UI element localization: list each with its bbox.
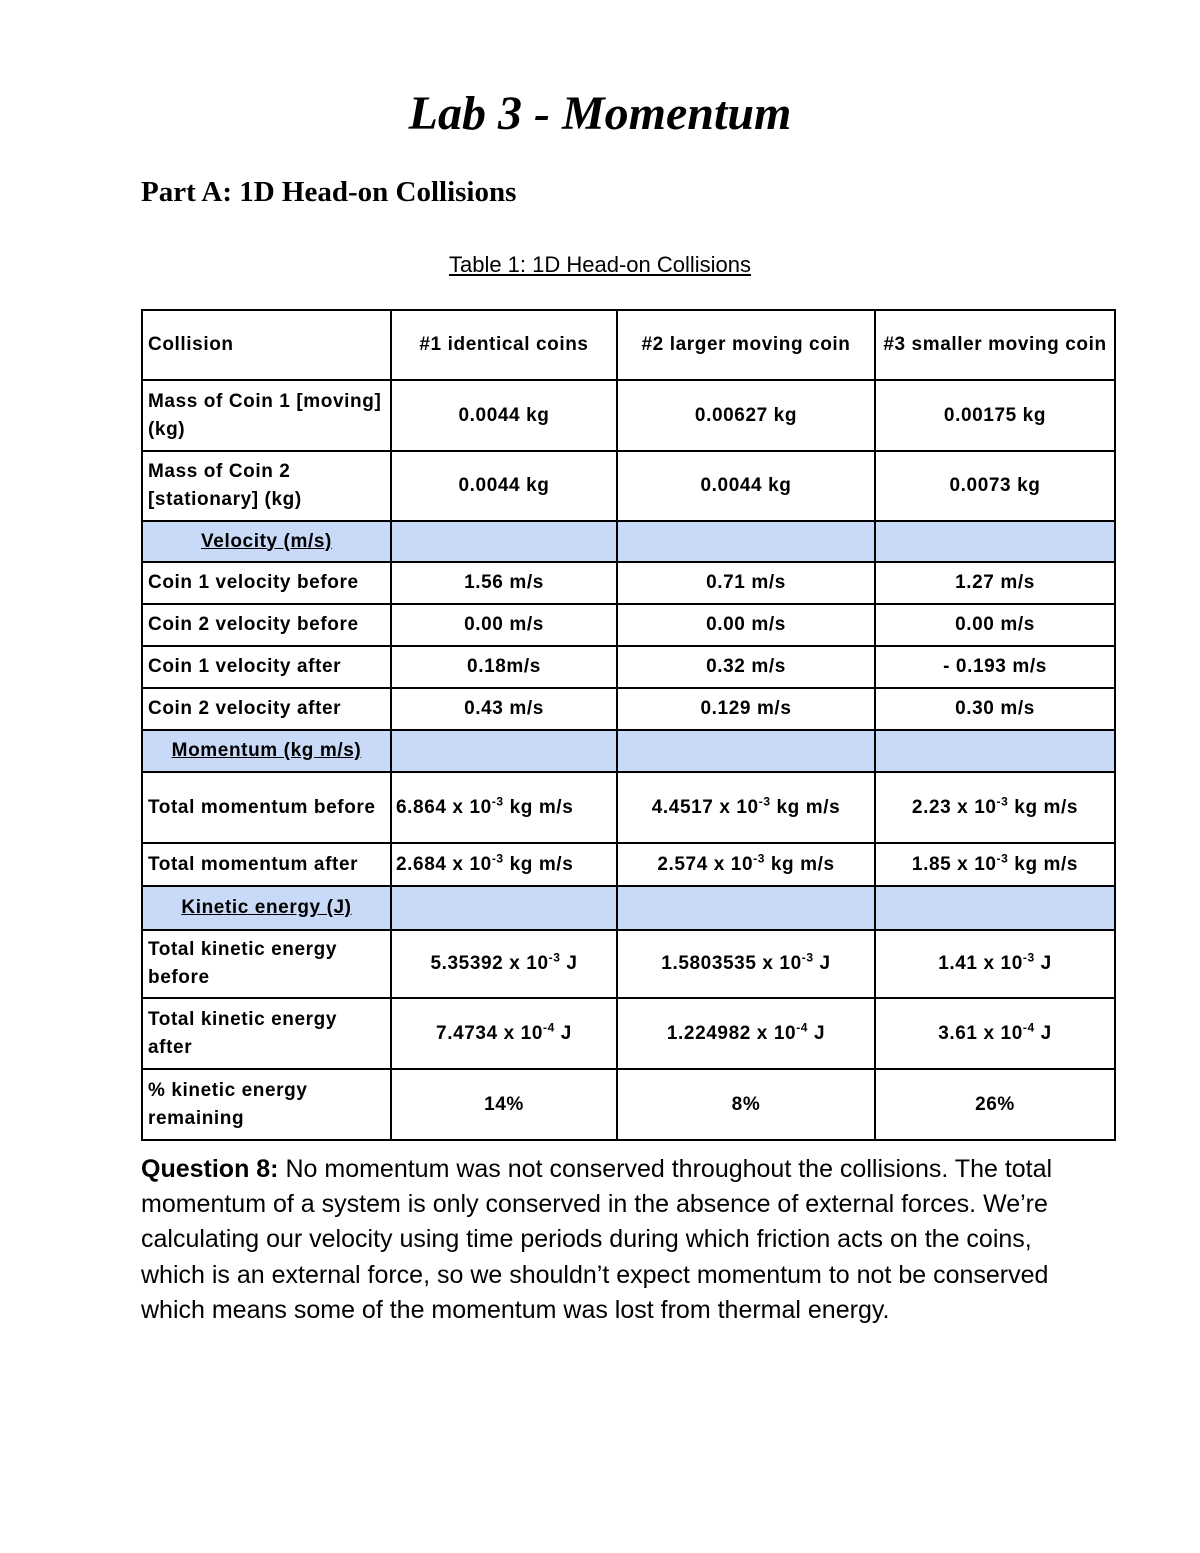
value-unit: kg m/s bbox=[503, 796, 574, 818]
value-mantissa: 1.5803535 x 10 bbox=[661, 953, 802, 974]
section-label: Velocity (m/s) bbox=[142, 521, 391, 562]
value-exponent: -3 bbox=[996, 794, 1009, 809]
empty-cell bbox=[875, 886, 1115, 930]
row-label: Coin 2 velocity before bbox=[142, 604, 391, 646]
value-exponent: -3 bbox=[996, 851, 1009, 866]
table-cell: 8% bbox=[617, 1069, 875, 1140]
value-mantissa: 2.684 x 10 bbox=[396, 853, 492, 875]
value-unit: J bbox=[1034, 1022, 1052, 1044]
table-cell bbox=[617, 930, 875, 998]
table-cell: - 0.193 m/s bbox=[875, 646, 1115, 688]
value-exponent: -3 bbox=[758, 794, 771, 809]
table-cell: 26% bbox=[875, 1069, 1115, 1140]
value-exponent: -3 bbox=[801, 950, 814, 965]
empty-cell bbox=[391, 730, 617, 772]
table-cell bbox=[391, 843, 617, 886]
table-row bbox=[142, 646, 1115, 688]
value-exponent: -3 bbox=[548, 950, 561, 965]
table-cell: 0.0044 kg bbox=[391, 380, 617, 451]
value-unit: J bbox=[813, 953, 831, 974]
section-label: Momentum (kg m/s) bbox=[142, 730, 391, 772]
table-cell: 14% bbox=[391, 1069, 617, 1140]
empty-cell bbox=[617, 886, 875, 930]
table-cell: 0.00 m/s bbox=[391, 604, 617, 646]
empty-cell bbox=[617, 730, 875, 772]
value-exponent: -4 bbox=[796, 1020, 809, 1035]
value-mantissa: 3.61 x 10 bbox=[938, 1022, 1023, 1044]
question-text: No momentum was not conserved throughout the collisions. The total momentum of a system is only conserved in the absence of external forces. We’re calculating our velocity using time periods during which friction acts on the coins, which is an external force, so we shouldn’t expect momentum to not be conserved which means some of the momentum was lost from thermal energy. bbox=[141, 1155, 1053, 1324]
table-cell: 0.30 m/s bbox=[875, 688, 1115, 730]
table-row bbox=[142, 688, 1115, 730]
table-row bbox=[142, 604, 1115, 646]
value-unit: J bbox=[1034, 953, 1052, 974]
value-mantissa: 2.23 x 10 bbox=[911, 796, 997, 818]
table-cell bbox=[391, 930, 617, 998]
value-exponent: -3 bbox=[1022, 950, 1035, 965]
collisions-table bbox=[141, 309, 1116, 1141]
table-cell: 0.0044 kg bbox=[391, 451, 617, 521]
row-label: Total momentum after bbox=[142, 843, 391, 886]
table-cell bbox=[875, 998, 1115, 1069]
row-label: Coin 1 velocity before bbox=[142, 562, 391, 604]
table-cell: 0.71 m/s bbox=[617, 562, 875, 604]
row-label: Mass of Coin 2 [stationary] (kg) bbox=[142, 451, 391, 521]
section-row-velocity bbox=[142, 521, 1115, 562]
section-row-kinetic-energy bbox=[142, 886, 1115, 930]
table-cell: 0.00 m/s bbox=[617, 604, 875, 646]
table-row bbox=[142, 772, 1115, 843]
table-cell bbox=[391, 998, 617, 1069]
question-paragraph bbox=[141, 1152, 1071, 1328]
value-unit: kg m/s bbox=[765, 853, 835, 875]
table-cell: 0.00627 kg bbox=[617, 380, 875, 451]
value-unit: kg m/s bbox=[1008, 853, 1079, 875]
value-mantissa: 4.4517 x 10 bbox=[651, 796, 759, 818]
page-title: Lab 3 - Momentum bbox=[408, 87, 792, 140]
value-mantissa: 5.35392 x 10 bbox=[430, 953, 549, 974]
table-cell: 1.27 m/s bbox=[875, 562, 1115, 604]
empty-cell bbox=[391, 521, 617, 562]
table-row bbox=[142, 1069, 1115, 1140]
table-row bbox=[142, 451, 1115, 521]
table-cell bbox=[875, 843, 1115, 886]
table-cell bbox=[875, 930, 1115, 998]
empty-cell bbox=[875, 730, 1115, 772]
value-mantissa: 1.85 x 10 bbox=[911, 853, 997, 875]
row-label: Coin 1 velocity after bbox=[142, 646, 391, 688]
value-mantissa: 1.41 x 10 bbox=[938, 953, 1023, 974]
question-label: Question 8: bbox=[141, 1155, 279, 1183]
row-label: Total kinetic energy after bbox=[142, 998, 391, 1069]
table-cell bbox=[875, 772, 1115, 843]
table-row bbox=[142, 998, 1115, 1069]
value-mantissa: 1.224982 x 10 bbox=[666, 1022, 797, 1044]
value-unit: kg m/s bbox=[503, 853, 574, 875]
row-label: Total kinetic energy before bbox=[142, 930, 391, 998]
value-mantissa: 2.574 x 10 bbox=[657, 853, 754, 875]
header-cell: Collision bbox=[142, 310, 391, 380]
value-exponent: -4 bbox=[543, 1020, 555, 1035]
table-cell bbox=[617, 843, 875, 886]
empty-cell bbox=[875, 521, 1115, 562]
header-cell: #1 identical coins bbox=[391, 310, 617, 380]
value-unit: kg m/s bbox=[770, 796, 841, 818]
value-exponent: -4 bbox=[1022, 1020, 1035, 1035]
table-cell: 0.18m/s bbox=[391, 646, 617, 688]
row-label: Coin 2 velocity after bbox=[142, 688, 391, 730]
row-label: % kinetic energy remaining bbox=[142, 1069, 391, 1140]
table-cell: 1.56 m/s bbox=[391, 562, 617, 604]
value-mantissa: 7.4734 x 10 bbox=[436, 1022, 544, 1044]
empty-cell bbox=[391, 886, 617, 930]
value-exponent: -3 bbox=[491, 794, 504, 809]
row-label: Total momentum before bbox=[142, 772, 391, 843]
table-cell bbox=[617, 998, 875, 1069]
value-exponent: -3 bbox=[753, 851, 765, 866]
empty-cell bbox=[617, 521, 875, 562]
value-exponent: -3 bbox=[491, 851, 504, 866]
table-cell: 0.32 m/s bbox=[617, 646, 875, 688]
value-mantissa: 6.864 x 10 bbox=[396, 796, 492, 818]
table-row bbox=[142, 562, 1115, 604]
table-cell: 0.43 m/s bbox=[391, 688, 617, 730]
table-cell: 0.00 m/s bbox=[875, 604, 1115, 646]
section-heading: Part A: 1D Head-on Collisions bbox=[141, 176, 517, 208]
table-row bbox=[142, 843, 1115, 886]
table-cell: 0.0044 kg bbox=[617, 451, 875, 521]
table-row bbox=[142, 930, 1115, 998]
table-cell bbox=[617, 772, 875, 843]
table-row bbox=[142, 380, 1115, 451]
table-cell: 0.0073 kg bbox=[875, 451, 1115, 521]
value-unit: J bbox=[808, 1022, 826, 1044]
value-unit: kg m/s bbox=[1008, 796, 1079, 818]
table-cell: 0.129 m/s bbox=[617, 688, 875, 730]
table-cell: 0.00175 kg bbox=[875, 380, 1115, 451]
value-unit: J bbox=[560, 953, 578, 974]
table-caption: Table 1: 1D Head-on Collisions bbox=[448, 252, 752, 277]
section-label: Kinetic energy (J) bbox=[142, 886, 391, 930]
section-row-momentum bbox=[142, 730, 1115, 772]
row-label: Mass of Coin 1 [moving] (kg) bbox=[142, 380, 391, 451]
table-header-row bbox=[142, 310, 1115, 380]
table-cell bbox=[391, 772, 617, 843]
header-cell: #2 larger moving coin bbox=[617, 310, 875, 380]
value-unit: J bbox=[554, 1022, 572, 1044]
header-cell: #3 smaller moving coin bbox=[875, 310, 1115, 380]
